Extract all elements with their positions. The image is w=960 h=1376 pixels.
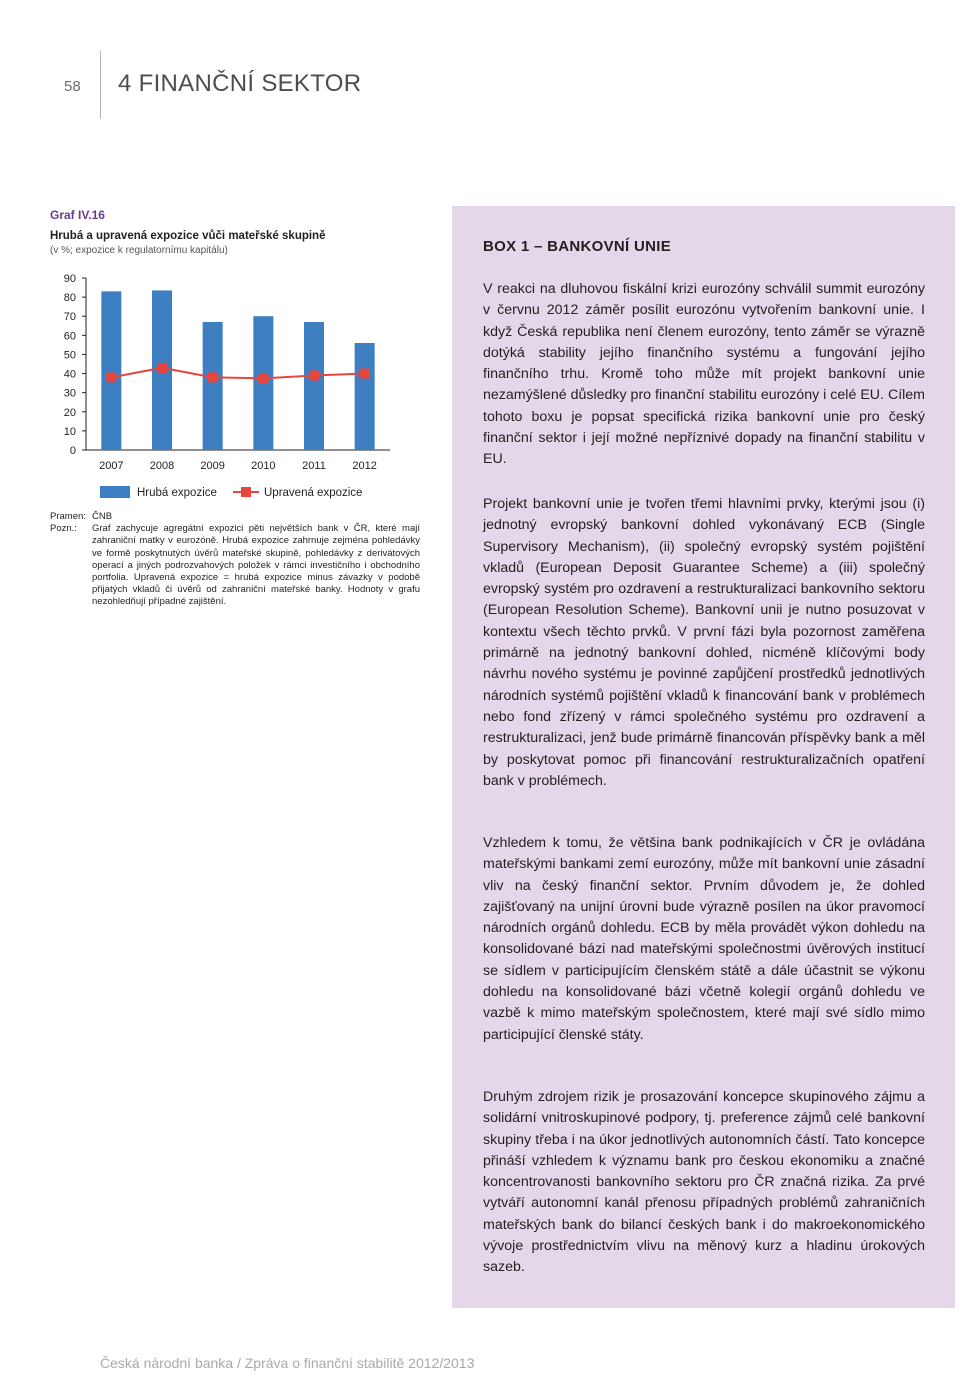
- figure-subtitle: (v %; expozice k regulatornímu kapitálu): [50, 245, 228, 256]
- figure-notes: [50, 511, 420, 609]
- bar-hruba-2011: [304, 322, 324, 450]
- x-tick-label: 2010: [251, 460, 276, 472]
- y-tick-label: 90: [63, 273, 76, 285]
- header-divider: [0, 51, 101, 119]
- y-tick-label: 80: [63, 292, 76, 305]
- y-tick-label: 70: [63, 311, 76, 324]
- legend-swatch-marker: [241, 487, 251, 497]
- chapter-title: 4 FINANČNÍ SEKTOR: [118, 70, 362, 97]
- page-number: 58: [64, 78, 81, 95]
- box-paragraph-4: Druhým zdrojem rizik je prosazování koncepce skupinového zájmu a solidární vnitroskupinové podpory, tj. preference zájmů celé bankovní skupiny třeba i na úkor jednotlivých autonomních částí. Tato koncepce přináší vzhledem k významu bank pro českou ekonomiku a značné koncentrovanosti bankovního sektoru pro ČR značná rizika. Za prvé vytváří autonomní kanál přenosu případných problémů zahraničních mateřských bank do bilancí českých bank i do makroekonomického vývoje prostřednictvím vlivu na měnový kurz a hladinu úrokových sazeb.: [483, 1089, 925, 1276]
- box-title: BOX 1 – BANKOVNÍ UNIE: [483, 238, 671, 255]
- legend-swatch-bar: [100, 486, 130, 498]
- source-label: Pramen:: [50, 511, 86, 522]
- box-banking-union: [452, 206, 955, 1308]
- x-tick-label: 2011: [302, 460, 326, 472]
- y-tick-label: 50: [63, 349, 76, 362]
- box-paragraph-1: V reakci na dluhovou fiskální krizi eurozóny schválil summit eurozóny v červnu 2012 záměr posílit eurozónu vytvořením bankovní unie. I když Česká republika není členem eurozóny, tento záměr se výrazně dotýká stability jejího finančního systému a fungování jejího finančního trhu. Kromě toho může mít projekt bankovní unie nezamýšlené důsledky pro finanční stabilitu eurozóny i celé EU. Cílem tohoto boxu je popsat specifická rizika bankovní unie pro český finanční sektor i její možné nepříznivé dopady na finanční stabilitu v EU.: [483, 281, 925, 468]
- note-text: Graf zachycuje agregátní expozici pěti největších bank v ČR, které mají zahraniční matky v eurozóně. Hrubá expozice zahrnuje zejména pohledávky ve formě poskytnutých úvěrů mateřské skupině, pohledávky z derivátových operací a jiných podrozvahových položek v rámci investičního i obchodního portfolia. Upravená expozice = hrubá expozice minus závazky v podobě přijatých vkladů či úvěrů od zahraniční mateřské banky. Hodnoty v grafu nezohledňují případné zajištění.: [92, 523, 420, 608]
- figure-title: Hrubá a upravená expozice vůči mateřské skupině: [50, 230, 326, 242]
- y-tick-label: 10: [63, 425, 76, 438]
- note-label: Pozn.:: [50, 523, 77, 535]
- bar-hruba-2009: [203, 322, 223, 450]
- line-upravena: [111, 368, 364, 379]
- marker-upravena-2009: [208, 372, 218, 382]
- marker-upravena-2007: [106, 372, 116, 382]
- marker-upravena-2011: [309, 370, 319, 380]
- y-tick-label: 60: [63, 330, 76, 343]
- y-tick-label: 40: [63, 368, 76, 381]
- x-tick-label: 2009: [200, 460, 225, 472]
- marker-upravena-2012: [360, 369, 370, 379]
- y-tick-label: 0: [69, 445, 76, 457]
- y-tick-label: 20: [63, 406, 76, 419]
- x-tick-label: 2012: [352, 460, 377, 472]
- exposure-chart: [30, 262, 420, 507]
- bar-hruba-2007: [101, 291, 121, 450]
- box-paragraph-3: Vzhledem k tomu, že většina bank podnikajících v ČR je ovládána mateřskými bankami zemí eurozóny, může mít bankovní unie zásadní vliv na český finanční sektor. Prvním důvodem je, že dohled zajišťovaný na unijní úrovni bude výrazně posílen na úkor pravomocí národních orgánů dohledu. ECB by měla provádět výkon dohledu na konsolidované bázi nad mateřskými společnostmi úvěrových institucí se sídlem v participujícím členském státě a dále účastnit se výkonu dohledu na konsolidované bázi včetně kolegií orgánů dohledu ve vazbě k mimo mateřským společnostem, které mají své sídlo mimo participující členské státy.: [483, 835, 925, 1043]
- bar-hruba-2012: [355, 343, 375, 450]
- marker-upravena-2010: [258, 373, 268, 383]
- marker-upravena-2008: [157, 363, 167, 373]
- y-tick-label: 30: [63, 387, 76, 400]
- box-paragraph-2: Projekt bankovní unie je tvořen třemi hlavními prvky, kterými jsou (i) jednotný evropský bankovní dohled vykonávaný ECB (Single Supervisory Mechanism), (ii) společný evropský systém pojištění vkladů (European Deposit Guarantee Scheme) a (iii) společný evropský systém pro ozdravení a restrukturalizaci bankovního sektoru (European Resolution Scheme). Bankovní unii je nutno posuzovat v kontextu všech těchto prvků. V první fázi byla pozornost zaměřena primárně na jednotný bankovní dohled, nicméně klíčovými body návrhu nového systému je povinné zapůjčení prostředků jednotlivých národních systémů pojištění vkladů k financování bank v problémech nebo fond zřízený v rámci společného systému pro ozdravení a restrukturalizaci, jenž bude primárně financován příspěvky bank a měl by poskytovat pomoc při financování restrukturalizačních opatření bank v problémech.: [483, 496, 925, 789]
- legend-label-hruba: Hrubá expozice: [137, 487, 217, 499]
- x-tick-label: 2008: [149, 460, 175, 472]
- footer: Česká národní banka / Zpráva o finanční stabilitě 2012/2013: [100, 1355, 475, 1371]
- source-value: ČNB: [92, 511, 113, 522]
- figure-label: Graf IV.16: [50, 208, 105, 222]
- x-tick-label: 2007: [99, 460, 124, 472]
- legend-label-upravena: Upravená expozice: [264, 487, 363, 499]
